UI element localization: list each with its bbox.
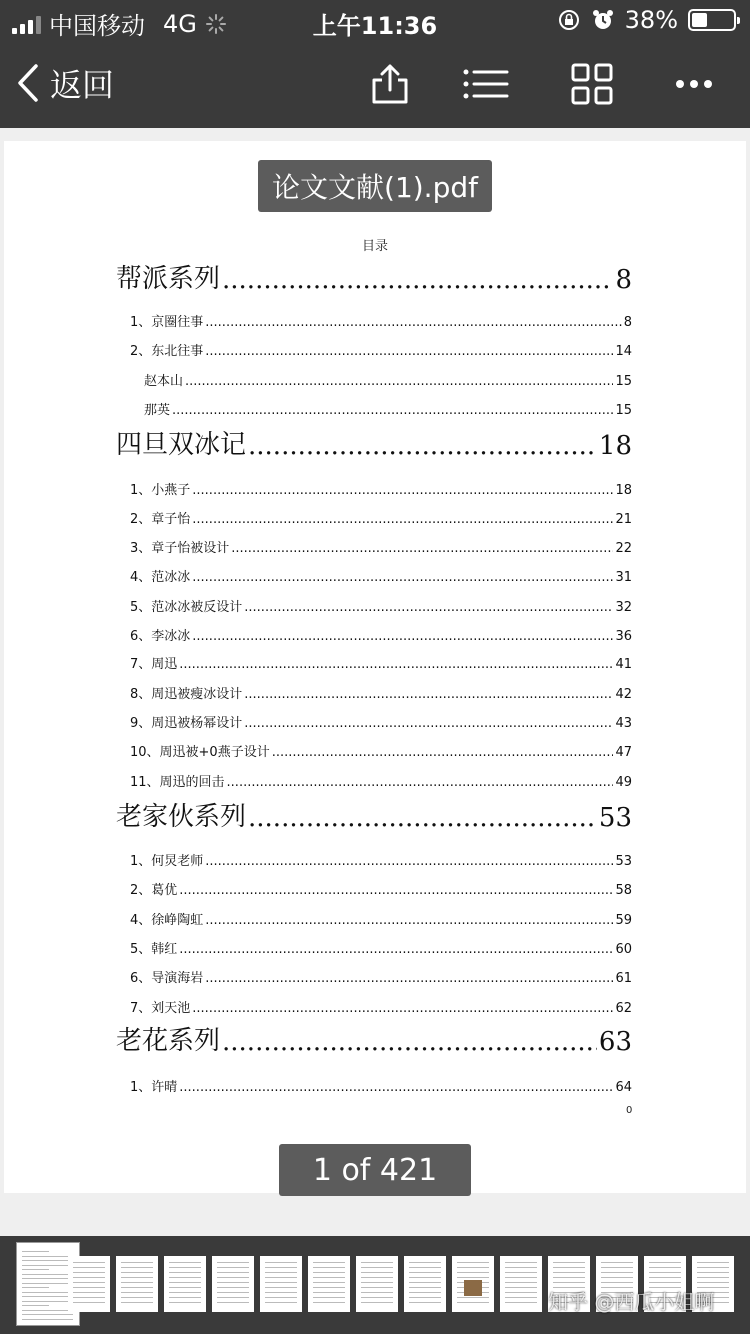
toc-leader <box>205 971 613 986</box>
toc-leader <box>185 374 613 389</box>
toc-item[interactable] <box>144 400 632 418</box>
thumbnail-line <box>601 1277 633 1278</box>
thumbnail-strip[interactable] <box>0 1236 750 1334</box>
thumbnail-line <box>409 1262 441 1263</box>
thumbnail-line <box>22 1301 73 1302</box>
thumbnail-line <box>313 1297 345 1298</box>
thumbnail-line <box>121 1267 153 1268</box>
toc-item[interactable] <box>130 684 632 702</box>
toc-item-label: 2、东北往事 <box>130 344 204 359</box>
toc-leader <box>248 431 597 461</box>
thumbnail-line <box>649 1267 681 1268</box>
toc-item[interactable] <box>130 597 632 615</box>
thumbnail-line <box>22 1283 73 1284</box>
thumbnail-line <box>361 1297 393 1298</box>
toc-item-label: 2、葛优 <box>130 883 178 898</box>
carrier: 中国移动 <box>49 12 145 40</box>
thumbnail-line <box>121 1272 153 1273</box>
thumbnail-line <box>361 1262 393 1263</box>
thumbnail-line <box>169 1277 201 1278</box>
thumbnail-line <box>409 1292 441 1293</box>
alarm-icon <box>591 8 615 32</box>
thumbnail-line <box>22 1292 73 1293</box>
thumbnail-line <box>457 1272 489 1273</box>
toc-leader <box>248 803 597 833</box>
thumbnail-line <box>313 1282 345 1283</box>
toc-item-label: 8、周迅被瘦冰设计 <box>130 687 243 702</box>
thumbnail-line <box>22 1287 49 1288</box>
thumbnail-line <box>553 1277 585 1278</box>
toc-leader <box>179 657 613 672</box>
toc-item-page: 8 <box>623 315 632 330</box>
thumbnail-line <box>313 1277 345 1278</box>
toc-item[interactable] <box>130 742 632 760</box>
toc-leader <box>205 344 613 359</box>
thumbnail-line <box>217 1277 249 1278</box>
more-icon[interactable] <box>672 62 716 106</box>
thumbnail-line <box>409 1297 441 1298</box>
thumbnail-line <box>601 1282 633 1283</box>
thumbnail-line <box>457 1262 489 1263</box>
thumbnail-line <box>697 1272 729 1273</box>
page-indicator: 1 of 421 <box>279 1144 471 1196</box>
thumbnail-line <box>505 1267 537 1268</box>
thumbnail-line <box>22 1314 73 1315</box>
thumbnail-line <box>361 1287 393 1288</box>
thumbnail-line <box>313 1262 345 1263</box>
toc-item-label: 6、导演海岩 <box>130 971 204 986</box>
thumbnail-line <box>697 1277 729 1278</box>
toc-leader <box>172 403 613 418</box>
thumbnail-line <box>361 1272 393 1273</box>
toc-section-title: 老花系列 <box>116 1026 221 1056</box>
thumbnail-line <box>697 1262 729 1263</box>
thumbnail-line <box>649 1272 681 1273</box>
toc-item-page: 31 <box>615 570 632 585</box>
thumbnail-line <box>22 1278 73 1279</box>
toc-item-label: 9、周迅被杨幂设计 <box>130 716 243 731</box>
watermark: 知乎 @西瓜小姐啊 <box>548 1290 715 1314</box>
toc-section[interactable] <box>116 263 632 295</box>
toc-section-title: 老家伙系列 <box>116 802 247 832</box>
thumbnail-line <box>73 1287 105 1288</box>
thumbnail-line <box>121 1297 153 1298</box>
thumbnail-line <box>601 1272 633 1273</box>
toc-item[interactable] <box>144 371 632 389</box>
thumbnail-line <box>121 1262 153 1263</box>
thumbnail-line <box>22 1305 49 1306</box>
toc-item-label: 5、范冰冰被反设计 <box>130 600 243 615</box>
toc-section-title: 帮派系列 <box>116 264 221 294</box>
thumbnail-line <box>265 1287 297 1288</box>
file-name-label: 论文文献(1).pdf <box>258 160 492 212</box>
thumbnail-line <box>361 1277 393 1278</box>
thumbnail-line <box>121 1277 153 1278</box>
toc-item-label: 7、周迅 <box>130 657 178 672</box>
thumbnail-line <box>22 1310 73 1311</box>
toc-item[interactable] <box>130 772 632 790</box>
toc-section-title: 四旦双冰记 <box>116 430 247 460</box>
toc-section-page: 18 <box>598 431 632 461</box>
thumbnail-line <box>217 1282 249 1283</box>
thumbnail-line <box>169 1292 201 1293</box>
toc-item-label: 4、徐峥陶虹 <box>130 913 204 928</box>
thumbnail-line <box>265 1282 297 1283</box>
toc-section-page: 53 <box>598 803 632 833</box>
toc-item-page: 21 <box>615 512 632 527</box>
toc-section[interactable] <box>116 1025 632 1057</box>
toc-section-page: 63 <box>598 1027 632 1057</box>
toc-section[interactable] <box>116 801 632 833</box>
toc-item-page: 49 <box>615 775 632 790</box>
pdf-page[interactable] <box>4 141 746 1193</box>
toc-item-page: 15 <box>615 374 632 389</box>
thumbnail-line <box>217 1272 249 1273</box>
toc-item[interactable] <box>130 968 632 986</box>
toc-leader <box>179 942 613 957</box>
thumbnail-line <box>73 1262 105 1263</box>
thumbnail-line <box>217 1302 249 1303</box>
toc-leader <box>244 687 613 702</box>
toc-item-page: 59 <box>615 913 632 928</box>
toc-item-label: 7、刘天池 <box>130 1001 191 1016</box>
thumbnail-line <box>313 1292 345 1293</box>
thumbnail-line <box>697 1282 729 1283</box>
thumbnail-line <box>169 1287 201 1288</box>
toc-item-label: 赵本山 <box>144 374 184 389</box>
thumbnail-line <box>457 1302 489 1303</box>
thumbnail-line <box>361 1282 393 1283</box>
thumbnail-line <box>169 1302 201 1303</box>
toc-item-label: 4、范冰冰 <box>130 570 191 585</box>
toc-leader <box>192 570 613 585</box>
back-label: 返回 <box>50 66 115 104</box>
toc-item-label: 1、小燕子 <box>130 483 191 498</box>
toc-item-label: 那英 <box>144 403 171 418</box>
thumbnail-line <box>73 1302 105 1303</box>
thumbnail-line <box>601 1262 633 1263</box>
thumbnail-line <box>22 1251 49 1252</box>
thumbnail-page[interactable] <box>212 1256 254 1312</box>
thumbnail-line <box>265 1262 297 1263</box>
toc-item-page: 42 <box>615 687 632 702</box>
thumbnail-line <box>601 1267 633 1268</box>
thumbnail-line <box>313 1272 345 1273</box>
back-button[interactable] <box>16 60 114 106</box>
thumbnail-line <box>121 1302 153 1303</box>
toc-item[interactable] <box>130 851 632 869</box>
toc-item-label: 1、许晴 <box>130 1080 178 1095</box>
thumbnail-line <box>22 1319 73 1320</box>
thumbnail-line <box>73 1297 105 1298</box>
toc-leader <box>179 1080 613 1095</box>
thumbnail-page[interactable] <box>500 1256 542 1312</box>
toc-item-page: 58 <box>615 883 632 898</box>
toc-leader <box>192 483 613 498</box>
thumbnail-line <box>169 1297 201 1298</box>
toc-leader <box>205 913 613 928</box>
thumbnail-page[interactable] <box>452 1256 494 1312</box>
thumbnail-line <box>217 1262 249 1263</box>
thumbnail-line <box>457 1297 489 1298</box>
thumbnail-line <box>22 1296 73 1297</box>
thumbnail-line <box>73 1292 105 1293</box>
thumbnail-line <box>169 1282 201 1283</box>
thumbnail-line <box>505 1302 537 1303</box>
toc-item[interactable] <box>130 998 632 1016</box>
status-bar <box>0 0 750 40</box>
toc-item[interactable] <box>130 713 632 731</box>
thumbnail-line <box>265 1302 297 1303</box>
toc-leader <box>244 716 613 731</box>
network-type: 4G <box>163 9 197 38</box>
toc-item-page: 22 <box>615 541 632 556</box>
thumbnail-line <box>265 1292 297 1293</box>
thumbnail-line <box>505 1287 537 1288</box>
thumbnail-line <box>649 1282 681 1283</box>
toc-leader <box>192 512 613 527</box>
chevron-left-icon <box>16 63 40 103</box>
thumbnail-line <box>457 1277 489 1278</box>
thumbnail-line <box>505 1262 537 1263</box>
thumbnail-page[interactable] <box>68 1256 110 1312</box>
thumbnail-line <box>505 1277 537 1278</box>
toc-item-label: 10、周迅被+0燕子设计 <box>130 745 270 760</box>
thumbnail-line <box>217 1292 249 1293</box>
toc-item[interactable] <box>130 538 632 556</box>
thumbnail-line <box>505 1272 537 1273</box>
toc-item-label: 5、韩红 <box>130 942 178 957</box>
toc-item-label: 1、何炅老师 <box>130 854 204 869</box>
battery-fill <box>692 13 707 27</box>
toc-section-page: 8 <box>615 265 632 295</box>
thumbnail-line <box>265 1277 297 1278</box>
toc-leader <box>179 883 613 898</box>
thumbnail-image <box>464 1280 482 1296</box>
battery-icon <box>688 9 736 31</box>
thumbnail-line <box>361 1267 393 1268</box>
thumbnail-line <box>217 1287 249 1288</box>
toc-leader <box>222 1027 597 1057</box>
toc-item-page: 14 <box>615 344 632 359</box>
toc-leader <box>272 745 614 760</box>
toc-item-page: 43 <box>615 716 632 731</box>
toc-item-page: 53 <box>615 854 632 869</box>
thumbnail-line <box>22 1274 73 1275</box>
thumbnail-line <box>409 1267 441 1268</box>
toc-item-label: 2、章子怡 <box>130 512 191 527</box>
thumbnail-line <box>505 1282 537 1283</box>
grid-icon[interactable] <box>570 62 614 106</box>
toc-item[interactable] <box>130 509 632 527</box>
thumbnail-line <box>265 1272 297 1273</box>
thumbnail-line <box>73 1277 105 1278</box>
thumbnail-line <box>121 1287 153 1288</box>
thumbnail-line <box>22 1256 73 1257</box>
orientation-lock-icon <box>557 8 581 32</box>
thumbnail-line <box>457 1267 489 1268</box>
toc-item[interactable] <box>130 939 632 957</box>
toc-item-page: 36 <box>615 629 632 644</box>
toc-item[interactable] <box>130 910 632 928</box>
toc-leader <box>205 315 621 330</box>
toc-item[interactable] <box>130 312 632 330</box>
page-footer-number: 0 <box>626 1105 633 1116</box>
toc-item-page: 61 <box>615 971 632 986</box>
thumbnail-line <box>361 1292 393 1293</box>
thumbnail-line <box>313 1267 345 1268</box>
thumbnail-line <box>169 1272 201 1273</box>
thumbnail-line <box>649 1277 681 1278</box>
toc-item[interactable] <box>130 880 632 898</box>
toc-item[interactable] <box>130 480 632 498</box>
toc-item[interactable] <box>130 626 632 644</box>
toc-item[interactable] <box>130 654 632 672</box>
thumbnail-line <box>649 1262 681 1263</box>
toc-leader <box>222 265 613 295</box>
toc-leader <box>192 1001 613 1016</box>
toc-leader <box>205 854 613 869</box>
battery-percent: 38% <box>624 6 678 34</box>
thumbnail-line <box>409 1287 441 1288</box>
thumbnail-line <box>553 1267 585 1268</box>
toc-item-page: 18 <box>615 483 632 498</box>
toc-item-page: 60 <box>615 942 632 957</box>
thumbnail-line <box>553 1262 585 1263</box>
thumbnail-line <box>265 1297 297 1298</box>
thumbnail-line <box>313 1302 345 1303</box>
toc-section[interactable] <box>116 429 632 461</box>
toc-leader <box>231 541 613 556</box>
thumbnail-line <box>505 1292 537 1293</box>
thumbnail-page[interactable] <box>260 1256 302 1312</box>
toc-leader <box>244 600 613 615</box>
thumbnail-line <box>217 1267 249 1268</box>
toc-item-label: 3、章子怡被设计 <box>130 541 230 556</box>
toc-title: 目录 <box>361 239 388 254</box>
thumbnail-line <box>22 1269 49 1270</box>
thumbnail-line <box>217 1297 249 1298</box>
thumbnail-line <box>73 1267 105 1268</box>
thumbnail-line <box>409 1282 441 1283</box>
thumbnail-line <box>313 1287 345 1288</box>
thumbnail-page[interactable] <box>164 1256 206 1312</box>
toc-leader <box>227 775 614 790</box>
thumbnail-page[interactable] <box>116 1256 158 1312</box>
thumbnail-page[interactable] <box>356 1256 398 1312</box>
toc-item-page: 62 <box>615 1001 632 1016</box>
thumbnail-line <box>169 1262 201 1263</box>
thumbnail-line <box>22 1260 73 1261</box>
toc-item[interactable] <box>130 567 632 585</box>
thumbnail-line <box>22 1265 73 1266</box>
list-icon[interactable] <box>462 62 510 106</box>
thumbnail-line <box>553 1272 585 1273</box>
thumbnail-line <box>505 1297 537 1298</box>
toc-item-label: 11、周迅的回击 <box>130 775 225 790</box>
thumbnail-line <box>169 1267 201 1268</box>
toc-item-page: 15 <box>615 403 632 418</box>
toc-item-page: 32 <box>615 600 632 615</box>
thumbnail-line <box>697 1267 729 1268</box>
share-icon[interactable] <box>368 62 412 106</box>
thumbnail-line <box>73 1272 105 1273</box>
thumbnail-line <box>73 1282 105 1283</box>
thumbnail-line <box>553 1282 585 1283</box>
clock: 上午11:36 <box>312 12 438 40</box>
toc-leader <box>192 629 613 644</box>
thumbnail-line <box>409 1277 441 1278</box>
toc-item[interactable] <box>130 1077 632 1095</box>
toc-item-page: 41 <box>615 657 632 672</box>
thumbnail-line <box>121 1292 153 1293</box>
thumbnail-line <box>409 1302 441 1303</box>
toc-item-page: 47 <box>615 745 632 760</box>
toc-item[interactable] <box>130 341 632 359</box>
thumbnail-page[interactable] <box>308 1256 350 1312</box>
toc-item-label: 6、李冰冰 <box>130 629 191 644</box>
thumbnail-line <box>409 1272 441 1273</box>
thumbnail-line <box>265 1267 297 1268</box>
thumbnail-line <box>361 1302 393 1303</box>
toc-item-label: 1、京圈往事 <box>130 315 204 330</box>
nav-bar <box>0 40 750 128</box>
thumbnail-page[interactable] <box>404 1256 446 1312</box>
thumbnail-line <box>121 1282 153 1283</box>
toc-item-page: 64 <box>615 1080 632 1095</box>
